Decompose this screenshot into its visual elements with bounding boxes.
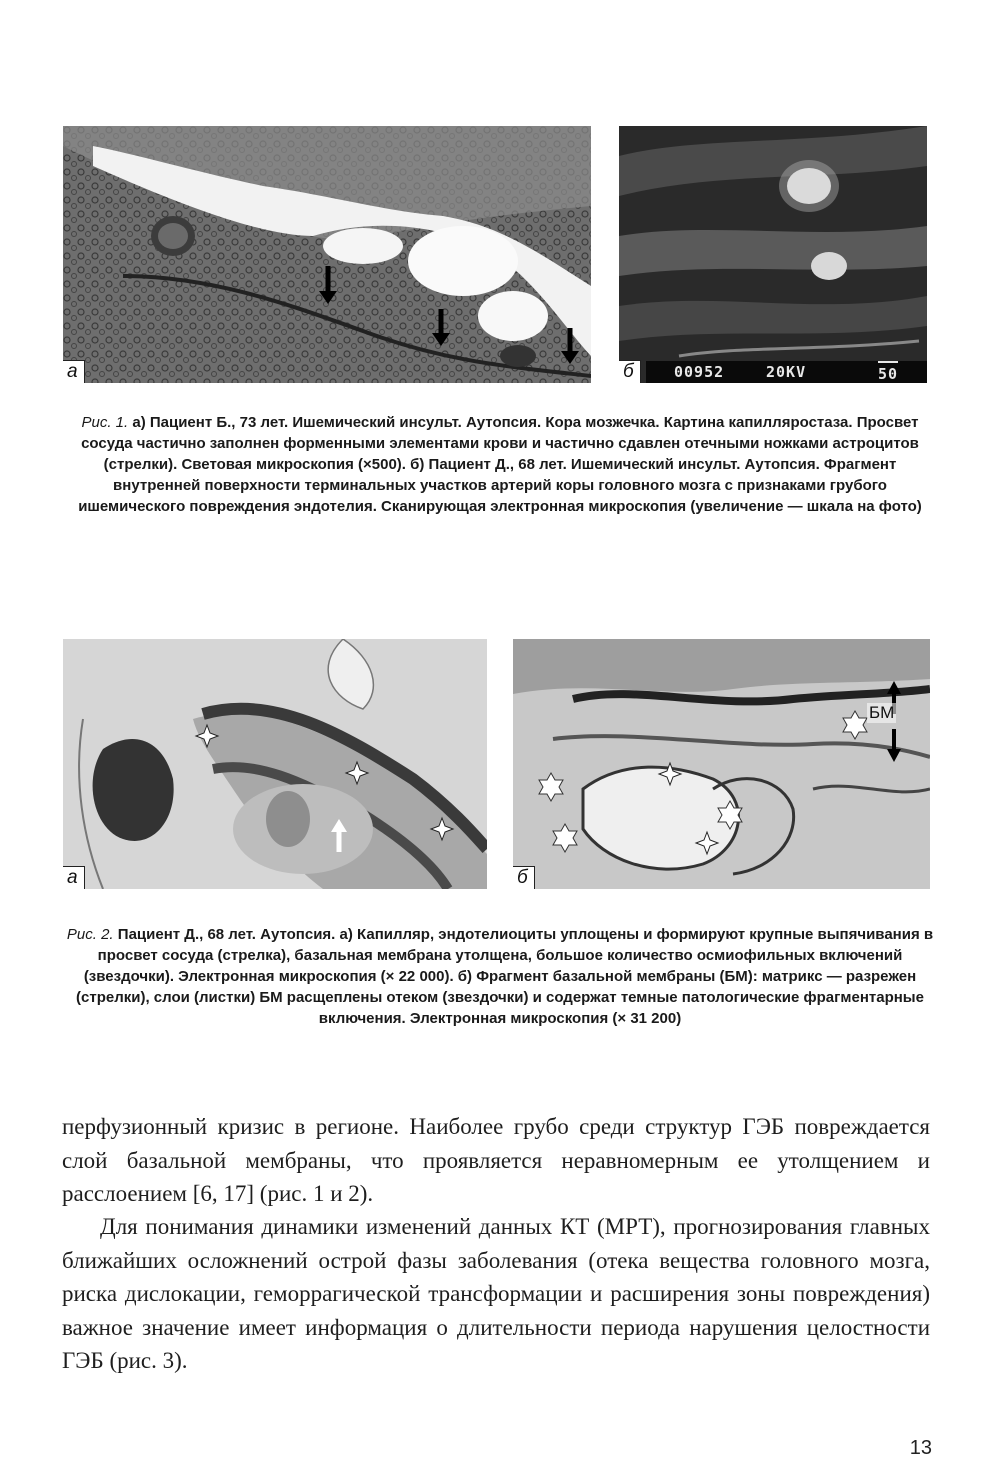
figure1-panel-b-photo [619,126,927,383]
figure1-panel-a-photo [63,126,591,383]
figure1-panel-b-label: б [619,360,641,383]
figure1-caption-lead: Рис. 1. [81,414,129,431]
sem-voltage: 20KV [766,363,807,381]
figure1-panel-a-label: а [63,360,85,383]
tem-micrograph-a [63,639,487,889]
figure1-caption-text: а) Пациент Б., 73 лет. Ишемический инсульт. Аутопсия. Кора мозжечка. Картина капилляростаза. Просвет сосуда частично заполнен форменными элементами крови и частично сдавлен отечными ножками астроцитов (стрелки). Световая микроскопия (×500). б) Пациент Д., 68 лет. Ишемический инсульт. Аутопсия. Фрагмент внутренней поверхности терминальных участков артерий коры головного мозга с признаками грубого ишемического повреждения эндотелия. Сканирующая электронная микроскопия (увеличение — шкала на фото) [78,414,922,515]
figure2-panel-b-photo [513,639,930,889]
figure2-panel-a-label: а [63,866,85,889]
figure2-panel-b-label: б [513,866,535,889]
page-number: 13 [909,1437,932,1459]
sem-scale-bar [646,361,927,383]
figure2-panel-a-photo [63,639,487,889]
sem-specimen-number: 00952 [674,363,725,381]
figure2-caption-text: Пациент Д., 68 лет. Аутопсия. а) Капилляр, эндотелиоциты уплощены и формируют крупные выпячивания в просвет сосуда (стрелка), базальная мембрана утолщена, большое количество осмиофильных включений (звездочки). Электронная микроскопия (× 22 000). б) Фрагмент базальной мембраны (БМ): матрикс — разрежен (стрелки), слои (листки) БМ расщеплены отеком (звездочки) и содержат темные патологические фрагментарные включения. Электронная микроскопия (× 31 200) [76,926,934,1027]
sem-micrograph [619,126,927,383]
tem-micrograph-b [513,639,930,889]
body-paragraph-2: Для понимания динамики изменений данных КТ (МРТ), прогнозирования главных ближайших осложнений острой фазы заболевания (отека вещества головного мозга, риска дислокации, геморрагической трансформации и расширения зоны повреждения) важное значение имеет информация о длительности периода нарушения целостности ГЭБ (рис. 3). [62,1214,930,1373]
basement-membrane-label: БМ [869,703,895,722]
sem-scale-value: 50 [878,361,898,383]
body-paragraph-1: перфузионный кризис в регионе. Наиболее грубо среди структур ГЭБ повреждается слой базальной мембраны, что проявляется неравномерным ее утолщением и расслоением [6, 17] (рис. 1 и 2). [62,1114,930,1206]
figure2-caption-lead: Рис. 2. [66,926,114,943]
figure2-caption [58,924,942,1029]
figure1-caption [58,412,942,517]
light-micrograph [63,126,591,383]
